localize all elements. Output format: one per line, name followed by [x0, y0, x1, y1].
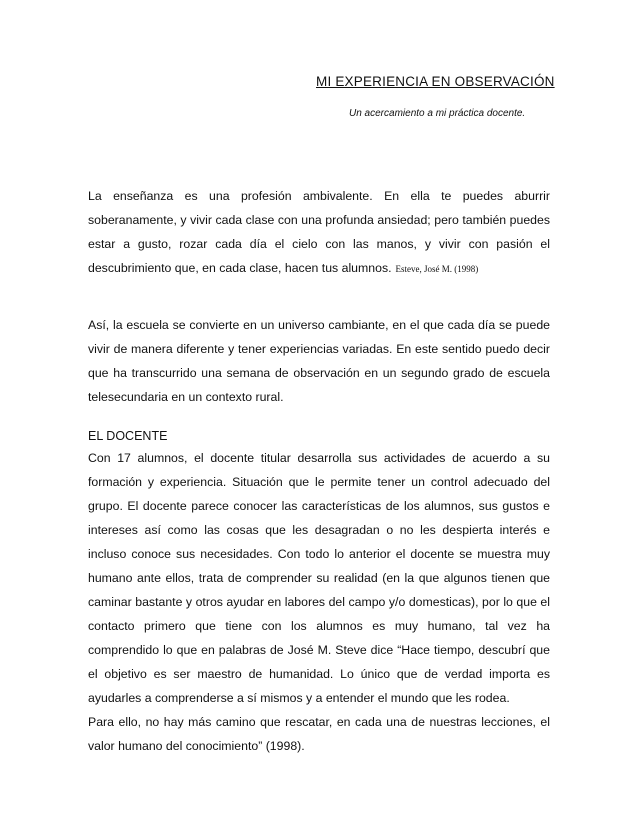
intro-paragraph [88, 184, 550, 281]
docente-section [88, 426, 550, 758]
document-subtitle: Un acercamiento a mi práctica docente. [349, 108, 526, 119]
closing-paragraph: Para ello, no hay más camino que rescatar, en cada una de nuestras lecciones, el valor humano del conocimiento” (1998). [88, 715, 550, 753]
context-paragraph-block [88, 313, 550, 409]
intro-citation: Esteve, José M. (1998) [395, 264, 479, 274]
context-paragraph: Así, la escuela se convierte en un universo cambiante, en el que cada día se puede vivir de manera diferente y tener experiencias variadas. En este sentido puedo decir que ha transcurrido una semana de observación en un segundo grado de escuela telesecundaria en un contexto rural. [88, 318, 550, 404]
intro-paragraph-text: La enseñanza es una profesión ambivalente. En ella te puedes aburrir soberanamente, y vivir cada clase con una profunda ansiedad; pero también puedes estar a gusto, rozar cada día el cielo con las manos, y vivir con pasión el descubrimiento que, en cada clase, hacen tus alumnos. [88, 189, 550, 275]
document-title: MI EXPERIENCIA EN OBSERVACIÓN [316, 74, 555, 89]
intro-quote-block [88, 184, 550, 281]
section-heading: EL DOCENTE [88, 429, 168, 443]
docente-paragraph: Con 17 alumnos, el docente titular desarrolla sus actividades de acuerdo a su formación y experiencia. Situación que le permite tener un control adecuado del grupo. El docente parece conocer las características de los alumnos, sus gustos e intereses así como las cosas que les desagradan o no les despierta interés e incluso conoce sus necesidades. Con todo lo anterior el docente se muestra muy humano ante ellos, trata de comprender su realidad (en la que algunos tienen que caminar bastante y otros ayudar en labores del campo y/o domesticas), por lo que el contacto primero que tiene con los alumnos es muy humano, tal vez ha comprendido lo que en palabras de José M. Steve dice “Hace tiempo, descubrí que el objetivo es ser maestro de humanidad. Lo único que de verdad importa es ayudarles a comprenderse a sí mismos y a entender el mundo que les rodea. [88, 451, 550, 705]
